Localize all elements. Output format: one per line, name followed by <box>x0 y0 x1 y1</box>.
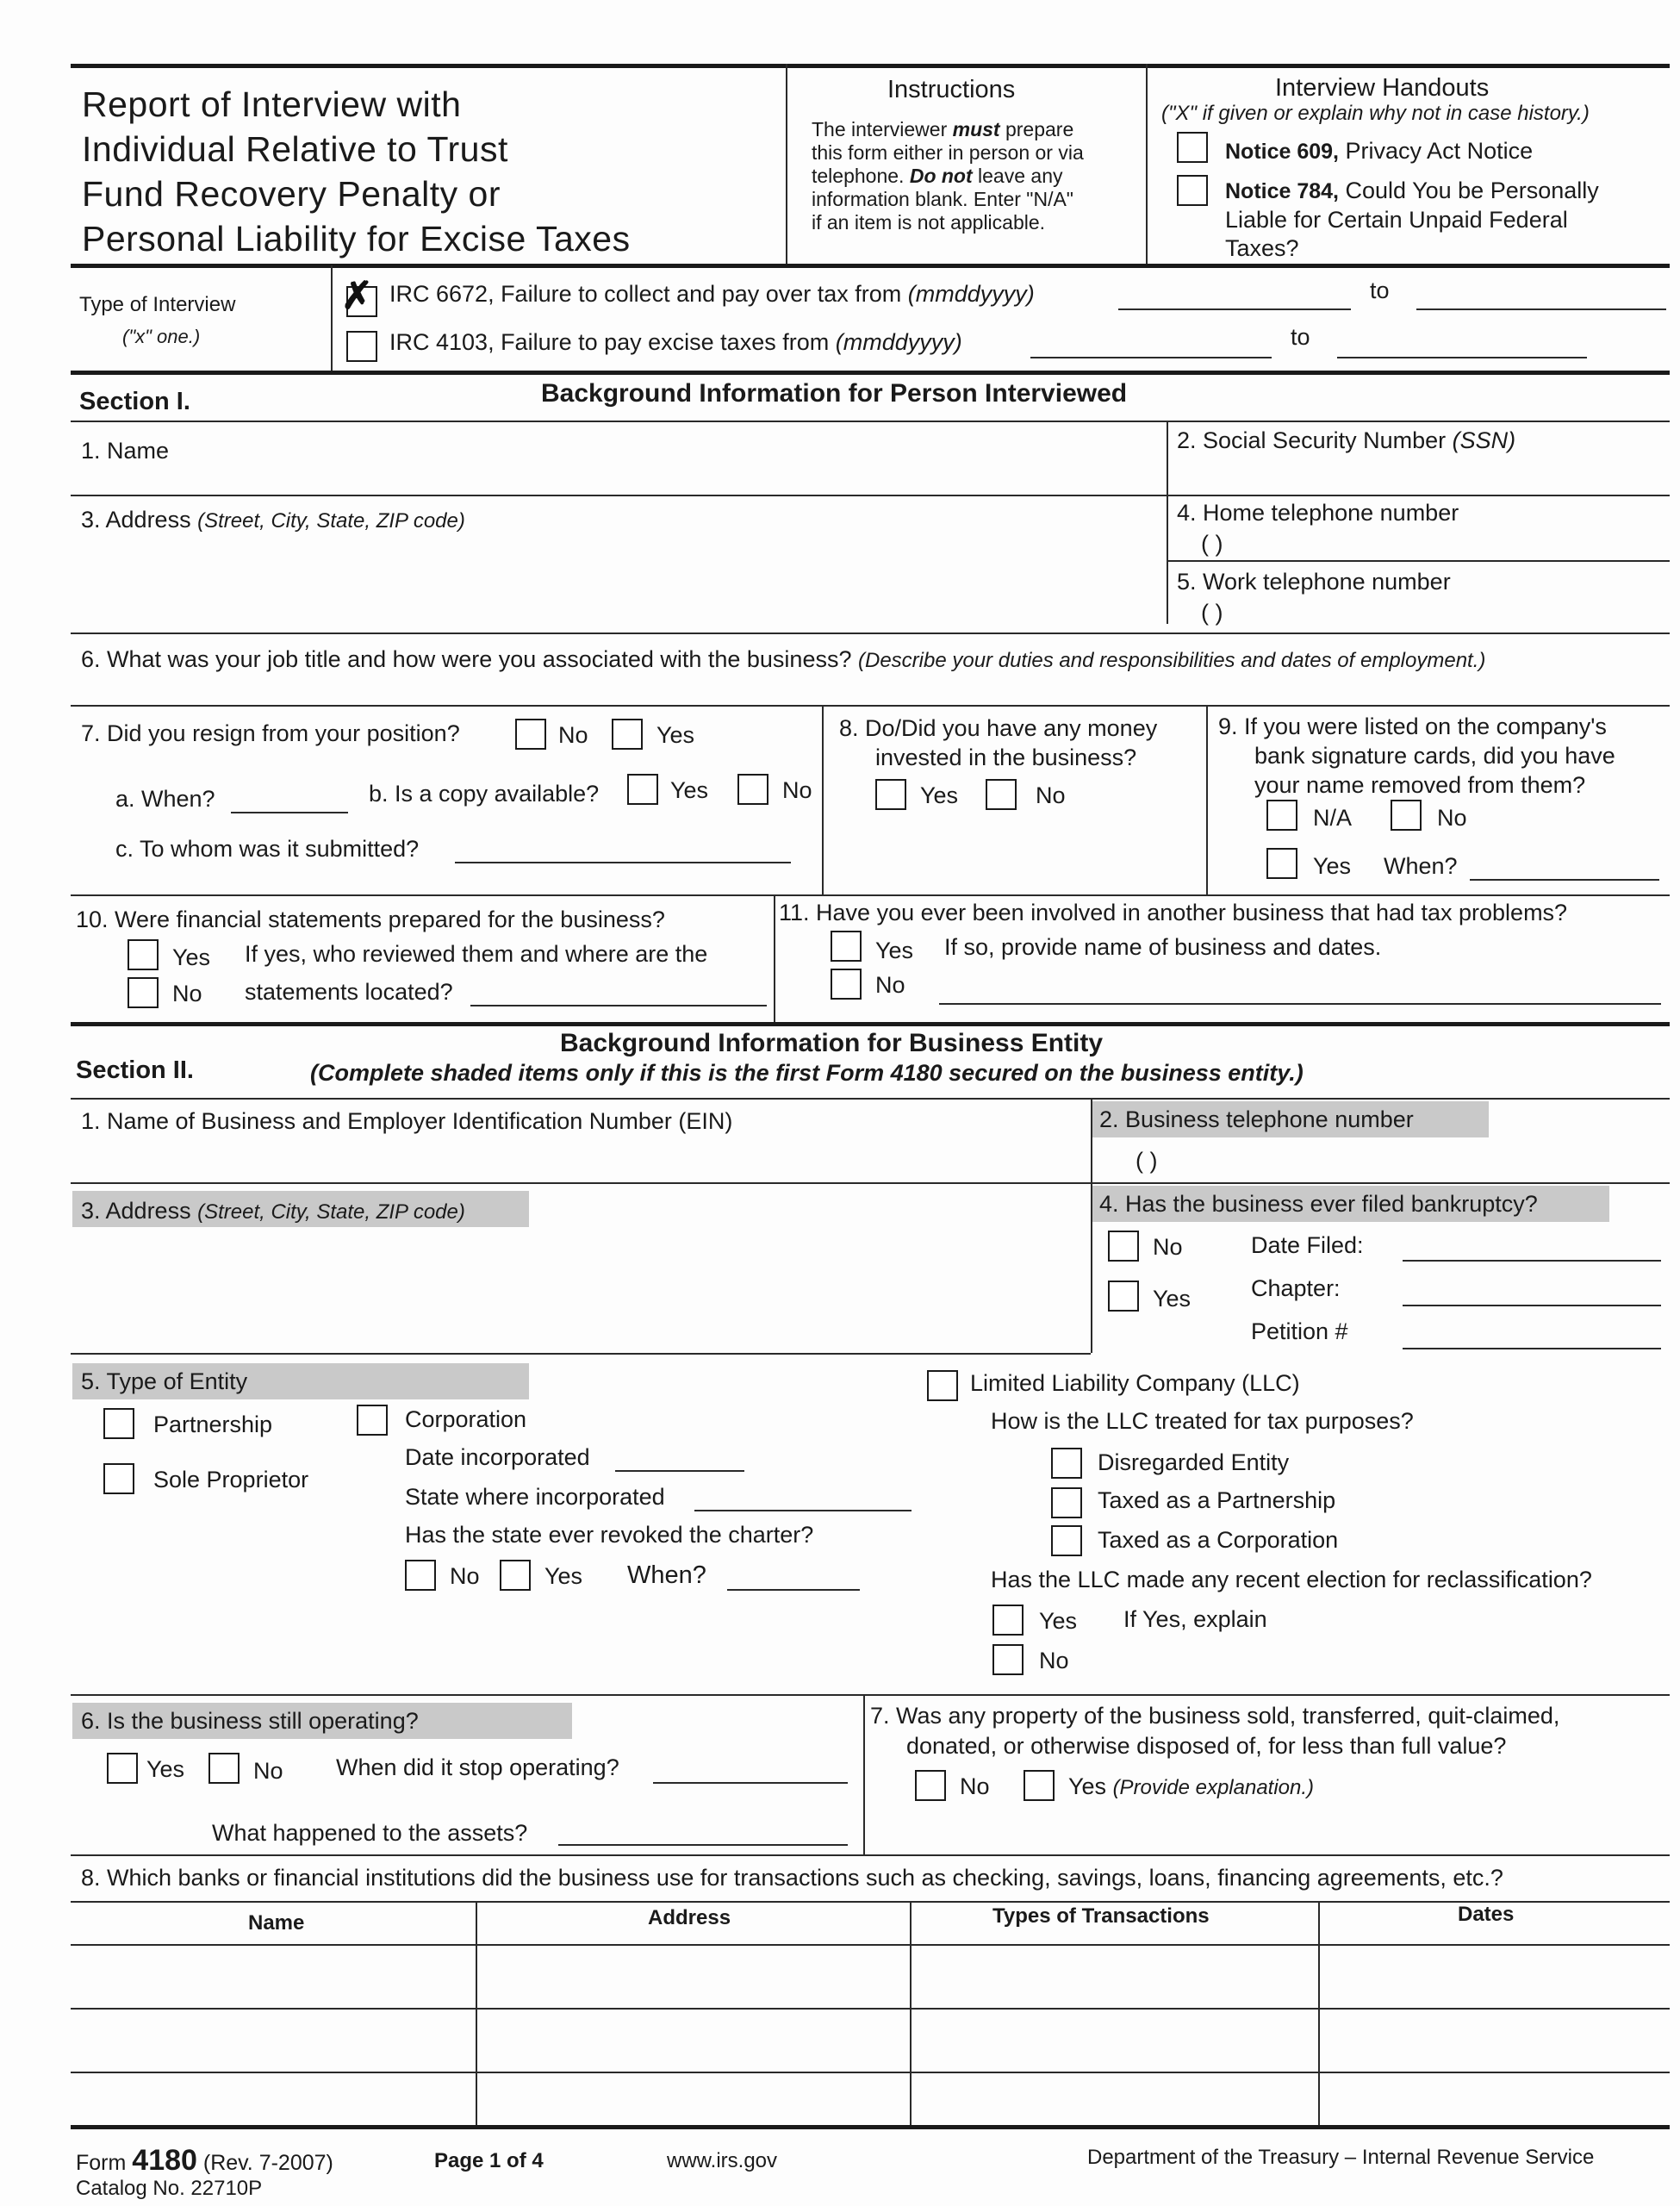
s2-q6-stop-label: When did it stop operating? <box>336 1754 619 1780</box>
handouts-note: ("X" if given or explain why not in case history.) <box>1161 102 1590 125</box>
s2-q6-assets-field[interactable] <box>558 1844 848 1846</box>
s2-q5-revoked-when-field[interactable] <box>727 1589 860 1591</box>
s2-q4-date-filed-label: Date Filed: <box>1251 1232 1364 1258</box>
s2-q4-petition-field[interactable] <box>1403 1348 1661 1349</box>
bank-table-row-rule-1 <box>71 2008 1670 2010</box>
s2-q5-taxed-corp-label: Taxed as a Corporation <box>1098 1527 1339 1553</box>
footer-url[interactable]: www.irs.gov <box>667 2149 778 2172</box>
s1-q10-no-checkbox[interactable] <box>128 977 159 1008</box>
form-title: Report of Interview with Individual Relative to Trust Fund Recovery Penalty or Personal Liability for Excise Taxes <box>82 84 631 259</box>
s2-q4-no-label: No <box>1153 1234 1183 1260</box>
s1-q5-area-code[interactable]: ( ) <box>1201 600 1223 626</box>
s2-q5-corporation-checkbox[interactable] <box>357 1405 388 1436</box>
s1-q8-no-label: No <box>1036 782 1066 808</box>
s2-row2-rule-left <box>71 1353 1091 1355</box>
type-divider <box>331 265 333 372</box>
s2-q5-taxed-partnership-label: Taxed as a Partnership <box>1098 1487 1336 1513</box>
s2-q5-partnership-label: Partnership <box>153 1411 273 1437</box>
s1-q7b-no-checkbox[interactable] <box>737 774 768 805</box>
s2-q4-petition-label: Petition # <box>1251 1318 1348 1344</box>
irc-4103-label: IRC 4103, Failure to pay excise taxes from (mmddyyyy) <box>389 329 962 355</box>
s2-q2-area-code[interactable]: ( ) <box>1136 1148 1158 1174</box>
s2-row4-rule <box>71 1854 1670 1856</box>
s1-q8-no-checkbox[interactable] <box>986 779 1017 810</box>
s1-q11-other-business-label: 11. Have you ever been involved in another business that had tax problems? <box>779 900 1568 925</box>
s2-q5-state-inc-field[interactable] <box>694 1510 912 1511</box>
s1-q1-name-label: 1. Name <box>81 438 170 464</box>
s1-q9-when-field[interactable] <box>1470 879 1659 881</box>
s1-right-col-divider <box>1167 421 1168 624</box>
s2-q4-no-checkbox[interactable] <box>1108 1231 1139 1262</box>
s1-q9-yes-label: Yes <box>1313 853 1352 879</box>
s2-q5-sole-prop-checkbox[interactable] <box>103 1463 134 1494</box>
bank-table-header-address: Address <box>648 1906 731 1929</box>
s2-q5-sole-prop-label: Sole Proprietor <box>153 1467 309 1492</box>
irc-6672-to-field[interactable] <box>1416 308 1666 310</box>
s1-q8-yes-label: Yes <box>920 782 959 808</box>
s1-q7b-yes-checkbox[interactable] <box>627 774 658 805</box>
s2-q5-revoked-yes-label: Yes <box>544 1563 583 1589</box>
s2-q4-yes-checkbox[interactable] <box>1108 1281 1139 1312</box>
s2-q4-bankruptcy-label: 4. Has the business ever filed bankruptcy? <box>1099 1191 1538 1217</box>
s1-q9-when-label: When? <box>1384 853 1458 879</box>
footer-page: Page 1 of 4 <box>434 2149 544 2172</box>
notice-784-label: Notice 784, Could You be Personally Liable for Certain Unpaid Federal Taxes? <box>1225 178 1599 261</box>
s1-q9-yes-checkbox[interactable] <box>1266 848 1297 879</box>
s1-q11-no-checkbox[interactable] <box>831 969 862 1000</box>
s1-q7-yes-checkbox[interactable] <box>612 719 643 750</box>
to-label-1: to <box>1370 277 1390 303</box>
irc-4103-from-field[interactable] <box>1030 357 1272 358</box>
s1-q10-location-field[interactable] <box>470 1005 767 1006</box>
s1-q7-yes-label: Yes <box>656 722 695 748</box>
irc-6672-label: IRC 6672, Failure to collect and pay over tax from (mmddyyyy) <box>389 281 1035 307</box>
bank-table-header-rule <box>71 1944 1670 1946</box>
s1-row1-rule <box>71 495 1670 496</box>
to-label-2: to <box>1291 324 1310 350</box>
s1-q3-address-label: 3. Address (Street, City, State, ZIP code) <box>81 507 465 533</box>
s2-q5-reclass-explain-label: If Yes, explain <box>1123 1606 1267 1632</box>
s1-q11-yes-label: Yes <box>875 938 914 963</box>
s2-q6-stop-field[interactable] <box>653 1782 848 1784</box>
section1-heading: Background Information for Person Interviewed <box>541 379 1128 408</box>
s1-q8-q9-divider <box>1206 705 1208 894</box>
s2-q5-taxed-partnership-checkbox[interactable] <box>1051 1487 1082 1518</box>
s2-q4-date-filed-field[interactable] <box>1403 1260 1661 1262</box>
irc-6672-from-field[interactable] <box>1118 308 1351 310</box>
s1-row2-rule <box>71 633 1670 634</box>
s2-q6-no-checkbox[interactable] <box>208 1753 240 1784</box>
s1-q6-job-title-label: 6. What was your job title and how were you associated with the business? (Describe your duties and responsibilities and dates of employment.) <box>81 646 1486 672</box>
s2-q7-property-label: 7. Was any property of the business sold, transferred, quit-claimed, donated, or otherwise disposed of, for less than full value? <box>870 1703 1560 1759</box>
s2-q5-llc-label: Limited Liability Company (LLC) <box>970 1370 1300 1396</box>
s1-q7-no-checkbox[interactable] <box>515 719 546 750</box>
s1-q7-q8-divider <box>822 705 824 894</box>
section1-top-rule <box>71 371 1670 375</box>
s1-q5-work-phone-label: 5. Work telephone number <box>1177 569 1451 595</box>
irc-4103-checkbox[interactable] <box>346 331 377 362</box>
s2-q5-date-inc-field[interactable] <box>615 1470 744 1472</box>
s2-q5-entity-label: 5. Type of Entity <box>81 1368 248 1394</box>
s2-q6-operating-label: 6. Is the business still operating? <box>81 1708 419 1734</box>
s2-q5-date-inc-label: Date incorporated <box>405 1444 590 1470</box>
s1-phone-rule <box>1167 560 1670 562</box>
bank-table-row-rule-2 <box>71 2072 1670 2073</box>
s1-q4-home-phone-label: 4. Home telephone number <box>1177 500 1459 526</box>
section2-subheading: (Complete shaded items only if this is the first Form 4180 secured on the business entity.) <box>310 1060 1304 1086</box>
s1-q7-resign-label: 7. Did you resign from your position? <box>81 720 460 746</box>
s2-q7-yes-label: Yes (Provide explanation.) <box>1068 1773 1315 1799</box>
s2-q5-revoked-label: Has the state ever revoked the charter? <box>405 1522 814 1548</box>
section1-heading-rule <box>71 421 1670 422</box>
s1-q4-area-code[interactable]: ( ) <box>1201 531 1223 557</box>
s1-q9-na-label: N/A <box>1313 805 1353 831</box>
notice-609-checkbox[interactable] <box>1177 132 1208 163</box>
s2-q5-revoked-no-checkbox[interactable] <box>405 1560 436 1591</box>
s2-q6-q7-divider <box>863 1694 865 1854</box>
s1-q10-yes-checkbox[interactable] <box>128 939 159 970</box>
s2-q2-business-phone-label: 2. Business telephone number <box>1099 1106 1414 1132</box>
section2-heading-rule <box>71 1098 1670 1100</box>
s2-q5-disregarded-label: Disregarded Entity <box>1098 1449 1290 1475</box>
header-divider-2 <box>1146 64 1148 265</box>
s1-q10-q11-divider <box>774 894 775 1022</box>
s1-q10-location-label: statements located? <box>245 979 453 1005</box>
s2-q1-business-name-label: 1. Name of Business and Employer Identification Number (EIN) <box>81 1108 733 1134</box>
s2-q5-revoked-yes-checkbox[interactable] <box>500 1560 531 1591</box>
s2-q5-reclass-no-label: No <box>1039 1648 1069 1673</box>
s2-q5-llc-tax-label: How is the LLC treated for tax purposes? <box>991 1408 1414 1434</box>
s1-q7-no-label: No <box>558 722 588 748</box>
s1-q10-financial-label: 10. Were financial statements prepared for the business? <box>76 907 665 932</box>
s2-row1-rule <box>71 1182 1670 1184</box>
s1-q7b-yes-label: Yes <box>670 777 709 803</box>
footer-catalog: Catalog No. 22710P <box>76 2177 263 2200</box>
instructions-text: The interviewer must prepare this form either in person or via telephone. Do not leave any information blank. Enter "N/A" if an item is not applicable. <box>812 118 1084 234</box>
s2-q5-corporation-label: Corporation <box>405 1406 527 1432</box>
s1-q7b-copy-label: b. Is a copy available? <box>369 781 600 807</box>
s2-q5-disregarded-checkbox[interactable] <box>1051 1448 1082 1479</box>
bottom-rule <box>71 2125 1670 2129</box>
s1-q8-money-label: 8. Do/Did you have any money invested in the business? <box>839 715 1158 770</box>
s2-row3-rule <box>71 1694 1670 1696</box>
s2-q8-banks-label: 8. Which banks or financial institutions did the business use for transactions such as checking, savings, loans, financing agreements, etc.? <box>81 1865 1503 1891</box>
s1-q11-details-field[interactable] <box>939 1003 1661 1005</box>
handouts-heading: Interview Handouts <box>1275 74 1490 102</box>
notice-784-checkbox[interactable] <box>1177 175 1208 206</box>
s2-q5-reclass-yes-label: Yes <box>1039 1608 1078 1634</box>
s2-q5-reclass-no-checkbox[interactable] <box>992 1644 1024 1675</box>
s1-q11-yes-checkbox[interactable] <box>831 931 862 962</box>
s1-q7a-when-field[interactable] <box>231 812 348 813</box>
s2-q4-chapter-field[interactable] <box>1403 1305 1661 1306</box>
section2-heading: Background Information for Business Entity <box>560 1029 1104 1057</box>
s2-q6-yes-checkbox[interactable] <box>107 1753 138 1784</box>
bank-table-header-dates: Dates <box>1458 1903 1515 1926</box>
s2-q5-state-inc-label: State where incorporated <box>405 1484 665 1510</box>
type-of-interview-label: Type of Interview <box>79 293 236 316</box>
s2-q4-chapter-label: Chapter: <box>1251 1275 1341 1301</box>
s2-q7-no-checkbox[interactable] <box>915 1770 946 1801</box>
s1-q9-no-checkbox[interactable] <box>1391 800 1422 831</box>
footer-department: Department of the Treasury – Internal Revenue Service <box>1087 2146 1595 2169</box>
s1-q11-no-label: No <box>875 972 905 998</box>
bank-table-top <box>71 1901 1670 1903</box>
instructions-heading: Instructions <box>887 76 1016 103</box>
s1-q7b-no-label: No <box>782 777 812 803</box>
s1-q9-na-checkbox[interactable] <box>1266 800 1297 831</box>
s1-q10-yes-label: Yes <box>172 944 211 970</box>
x-mark-icon: ✗ <box>341 275 373 317</box>
type-of-interview-sublabel: ("x" one.) <box>122 326 201 347</box>
top-rule <box>71 64 1670 68</box>
s2-q4-yes-label: Yes <box>1153 1286 1192 1312</box>
s2-q5-partnership-checkbox[interactable] <box>103 1408 134 1439</box>
s1-row4-rule <box>71 894 1670 896</box>
s2-q7-yes-checkbox[interactable] <box>1024 1770 1055 1801</box>
bank-table-header-types: Types of Transactions <box>992 1904 1210 1928</box>
section2-top-rule <box>71 1022 1670 1026</box>
s1-q9-signature-label: 9. If you were listed on the company's bank signature cards, did you have your name removed from them? <box>1218 714 1615 798</box>
s1-q2-ssn-label: 2. Social Security Number (SSN) <box>1177 427 1516 453</box>
section2-label: Section II. <box>76 1056 194 1084</box>
s1-q10-reviewed-label: If yes, who reviewed them and where are the <box>245 941 708 967</box>
s2-q5-revoked-no-label: No <box>450 1563 480 1589</box>
bank-table-col-1 <box>476 1901 477 2127</box>
s1-q11-provide-label: If so, provide name of business and dates. <box>944 934 1382 960</box>
s2-q5-reclass-yes-checkbox[interactable] <box>992 1605 1024 1636</box>
s1-q10-no-label: No <box>172 981 202 1006</box>
bank-table-col-3 <box>1318 1901 1320 2127</box>
irc-4103-to-field[interactable] <box>1337 357 1587 358</box>
s2-q6-no-label: No <box>253 1758 283 1784</box>
s2-q7-no-label: No <box>960 1773 990 1799</box>
s2-q5-revoked-when-label: When? <box>627 1561 706 1589</box>
s1-q7a-when-label: a. When? <box>115 786 215 812</box>
s2-q6-yes-label: Yes <box>146 1756 185 1782</box>
s2-q5-reclass-label: Has the LLC made any recent election for reclassification? <box>991 1567 1592 1592</box>
s1-q9-no-label: No <box>1437 805 1467 831</box>
section1-label: Section I. <box>79 388 190 415</box>
notice-609-label: Notice 609, Privacy Act Notice <box>1225 138 1534 164</box>
s2-q5-llc-checkbox[interactable] <box>927 1370 958 1401</box>
s1-q7c-submitted-label: c. To whom was it submitted? <box>115 836 420 862</box>
header-bottom-rule <box>71 264 1670 268</box>
s2-q6-assets-label: What happened to the assets? <box>212 1820 528 1846</box>
s1-q7c-submitted-field[interactable] <box>455 862 791 863</box>
s2-q5-taxed-corp-checkbox[interactable] <box>1051 1525 1082 1556</box>
s1-row3-rule <box>71 705 1670 707</box>
s2-q3-address-label: 3. Address (Street, City, State, ZIP code) <box>81 1198 465 1224</box>
s1-q8-yes-checkbox[interactable] <box>875 779 906 810</box>
bank-table-col-2 <box>910 1901 912 2127</box>
bank-table-header-name: Name <box>248 1911 305 1935</box>
footer-form-number: Form 4180 (Rev. 7-2007) <box>76 2144 333 2177</box>
header-divider-1 <box>786 64 787 265</box>
